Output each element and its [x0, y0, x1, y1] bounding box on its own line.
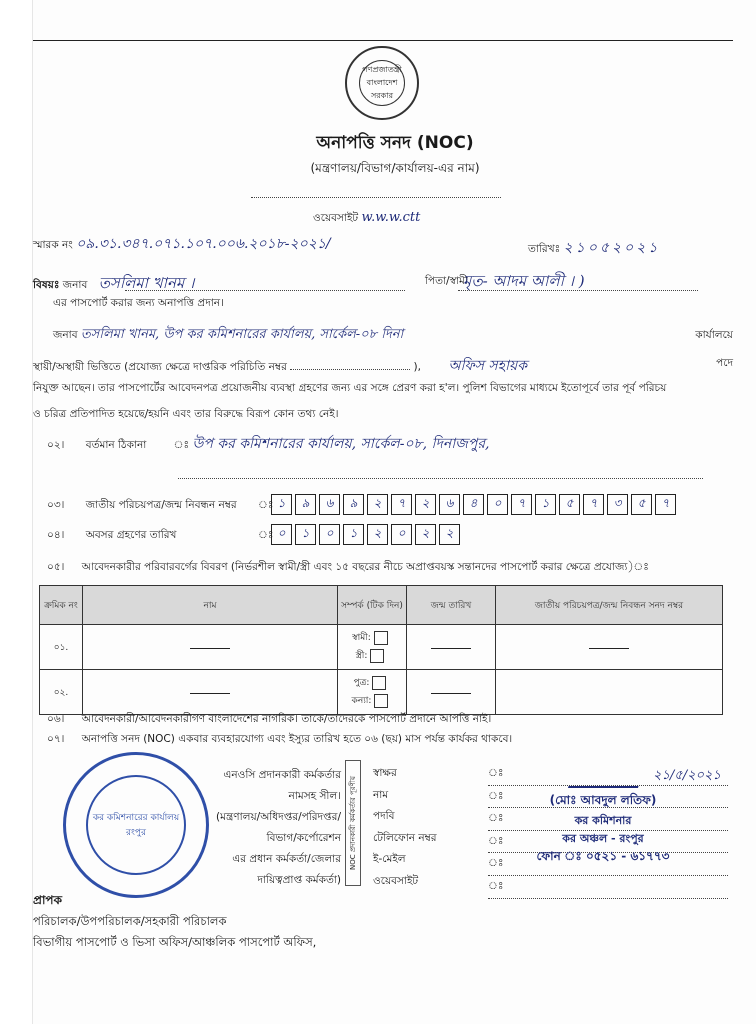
- table-row: [40, 670, 723, 715]
- nid-digit-box: ৬: [439, 494, 460, 515]
- colon-2: ঃ: [488, 789, 504, 802]
- relation-wife-label: স্ত্রী:: [355, 651, 368, 661]
- header-relation: সম্পর্ক (টিক দিন): [338, 586, 407, 625]
- nid-digit-box: ৯: [295, 494, 316, 515]
- date-label: তারিখঃ: [528, 243, 561, 255]
- nid-digit-boxes: [271, 494, 679, 515]
- nid-digit-box: ২: [367, 494, 388, 515]
- website-label: ওয়েবসাইট: [313, 212, 359, 224]
- stamp-zone: কর অঞ্চল - রংপুর: [562, 832, 644, 845]
- subject-line-2: এর পাসপোর্ট করার জন্য অনাপত্তি প্রদান।: [53, 297, 224, 309]
- stamp-title: কর কমিশনার: [574, 814, 632, 827]
- header-name: নাম: [83, 586, 338, 625]
- reference-value: ০৯.৩১.৩৪৭.০৭১.১০৭.০০৬.২০১৮-২০২১/: [76, 236, 331, 252]
- signatory-line-5: এর প্রধান কর্মকর্তা/জেলার: [232, 853, 341, 865]
- relation-husband-checkbox[interactable]: [374, 631, 388, 645]
- subject-name: তসলিমা খানম ।: [98, 274, 195, 292]
- subject-janab: জনাব: [62, 279, 88, 291]
- body-name-office: তসলিমা খানম, উপ কর কমিশনারের কার্যালয়, সার্কেল-০৮ দিনা: [80, 327, 404, 342]
- document-title: অনাপত্তি সনদ (NOC): [316, 133, 474, 153]
- retirement-digit-box: ০: [319, 524, 340, 545]
- note-06: [47, 712, 491, 729]
- item-03-number: ০৩।: [47, 499, 65, 511]
- row-nid: [496, 670, 723, 715]
- field-name-label: নাম: [373, 788, 389, 801]
- signatory-fields: [373, 763, 437, 893]
- item-02-address: [47, 432, 727, 456]
- nid-digit-box: ০: [487, 494, 508, 515]
- subject-row: [33, 272, 733, 297]
- retirement-digit-box: ০: [271, 524, 292, 545]
- government-emblem: [345, 46, 419, 120]
- header-nid: জাতীয় পরিচয়পত্র/জন্ম নিবন্ধন সনদ নম্বর: [496, 586, 723, 625]
- colon-4: ঃ: [488, 834, 504, 847]
- retirement-digit-box: ২: [439, 524, 460, 545]
- signatory-description: [201, 765, 341, 891]
- signature-scribble-icon: [568, 760, 648, 788]
- body-line-2: [33, 354, 733, 378]
- item-04-label: অবসর গ্রহণের তারিখ: [85, 529, 177, 541]
- retirement-digit-box: ১: [343, 524, 364, 545]
- note-06-number: ০৬।: [47, 713, 65, 725]
- body-line2-prefix: স্থায়ী/অস্থায়ী ভিত্তিতে (প্রযোজ্য ক্ষেত্রে দাপ্তরিক পরিচিতি নম্বর: [33, 361, 287, 373]
- signatory-line-4: বিভাগ/কর্পোরেশন: [266, 832, 341, 844]
- item-05-row: [47, 560, 737, 577]
- retirement-digit-box: ২: [415, 524, 436, 545]
- nid-digit-box: ৫: [631, 494, 652, 515]
- emblem-map-icon: গণপ্রজাতন্ত্রী বাংলাদেশ সরকার: [359, 60, 405, 106]
- note-06-text: আবেদনকারী/আবেদনকারীগণ বাংলাদেশের নাগরিক। তাকে/তাদেরকে পাসপোর্ট প্রদানে আপত্তি নাই।: [81, 713, 492, 725]
- item-02-number: ০২।: [47, 439, 65, 451]
- item-04-label-row: [47, 528, 176, 545]
- row-serial: ০১.: [40, 625, 83, 670]
- item-04-number: ০৪।: [47, 529, 65, 541]
- relation-son-checkbox[interactable]: [372, 676, 386, 690]
- signature-date: ২১/৫/২০২১: [653, 768, 721, 783]
- item-02-value: উপ কর কমিশনারের কার্যালয়, সার্কেল-০৮, দিনাজপুর,: [192, 436, 490, 452]
- field-signature-label: স্বাক্ষর: [373, 767, 397, 779]
- reference-row: [33, 232, 331, 256]
- header-serial: ক্রমিক নং: [40, 586, 83, 625]
- top-border-line: [33, 40, 733, 41]
- signatory-line-1: এনওসি প্রদানকারী কর্মকর্তার: [223, 769, 341, 781]
- father-label: পিতা/স্বামী: [425, 275, 468, 287]
- nid-digit-box: ৭: [583, 494, 604, 515]
- body-office-suffix: কার্যালয়ে: [695, 329, 733, 341]
- note-07: [47, 732, 512, 749]
- vertical-note-text: NOC প্রদানকারী কর্মকর্তার পূরণীয়: [349, 776, 357, 870]
- body-line2-mid: ),: [413, 361, 421, 373]
- nid-digit-box: ৭: [655, 494, 676, 515]
- header-dob: জন্ম তারিখ: [407, 586, 496, 625]
- stamp-phone: ফোন ঃ ০৫২১ - ৬১৭৭৩: [536, 849, 670, 863]
- relation-son-label: পুত্র:: [353, 678, 370, 688]
- row-relation: [338, 670, 407, 715]
- subject-label: বিষয়ঃ: [33, 279, 60, 291]
- row-dob: [407, 670, 496, 715]
- field-email-label: ই-মেইল: [373, 853, 406, 866]
- field-phone-label: টেলিফোন নম্বর: [373, 831, 437, 844]
- family-table: [39, 585, 723, 715]
- relation-wife-checkbox[interactable]: [370, 649, 384, 663]
- retirement-digit-box: ১: [295, 524, 316, 545]
- table-row: [40, 625, 723, 670]
- nid-digit-box: ৫: [559, 494, 580, 515]
- family-table-header: [40, 586, 723, 625]
- recipient-label: প্রাপক: [33, 893, 62, 907]
- item-02-colon: ঃ: [173, 439, 190, 451]
- item-05-number: ০৫।: [47, 561, 65, 573]
- nid-digit-box: ৪: [463, 494, 484, 515]
- office-seal: [63, 752, 209, 898]
- note-07-text: অনাপত্তি সনদ (NOC) একবার ব্যবহারযোগ্য এবং ইস্যুর তারিখ হতে ০৬ (ছয়) মাস পর্যন্ত কার্যকর থাকবে।: [81, 733, 513, 745]
- row-nid: [496, 625, 723, 670]
- retirement-digit-box: ২: [367, 524, 388, 545]
- nid-digit-box: ৩: [607, 494, 628, 515]
- item-03-label: জাতীয় পরিচয়পত্র/জন্ম নিবন্ধন নম্বর: [85, 499, 237, 511]
- item-03-colon: ঃ: [258, 499, 274, 511]
- vertical-note-box: [345, 760, 361, 886]
- body-line2-suffix: পদে: [716, 357, 733, 369]
- nid-digit-box: ১: [535, 494, 556, 515]
- designation-value: অফিস সহায়ক: [448, 358, 528, 374]
- body-janab: জনাব: [53, 329, 78, 341]
- nid-digit-box: ১: [271, 494, 292, 515]
- item-02-label: বর্তমান ঠিকানা: [85, 439, 147, 451]
- signatory-line-6: দায়িত্বপ্রাপ্ত কর্মকর্তা): [257, 874, 341, 886]
- website-value: w.w.w.ctt: [361, 210, 421, 225]
- row-name: [83, 625, 338, 670]
- nid-digit-box: ৭: [391, 494, 412, 515]
- item-05-label: আবেদনকারীর পরিবারবর্গের বিবরণ (নির্ভরশীল স্বামী/স্ত্রী এবং ১৫ বছরের নীচে অপ্রাপ্তবয়স্ক সন্তানদের পাসপোর্ট করার ক্ষেত্রে প্রযোজ্য)ঃ: [81, 561, 649, 573]
- nid-digit-box: ৭: [511, 494, 532, 515]
- reference-label: স্মারক নং: [33, 239, 73, 251]
- body-line-3: নিযুক্ত আছেন। তার পাসপোর্টের আবেদনপত্র প্রয়োজনীয় ব্যবস্থা গ্রহণের জন্য এর সঙ্গে প্রেরণ করা হ'ল। পুলিশ বিভাগের মাধ্যমে ইতোপূর্বে তার পূর্ব পরিচয়: [33, 382, 667, 394]
- colon-6: ঃ: [488, 879, 504, 892]
- date-value: ২১০৫২০২১: [563, 240, 661, 256]
- relation-daughter-label: কন্যা:: [351, 696, 372, 706]
- item-03-label-row: [47, 498, 237, 515]
- signatory-line-2: নামসহ সীল।: [288, 790, 341, 802]
- website-row: [313, 210, 420, 228]
- colon-1: ঃ: [488, 767, 504, 779]
- stamp-name: (মোঃ আবদুল লতিফ): [549, 793, 657, 807]
- father-value: মৃত- আদম আলী । ): [463, 272, 585, 290]
- body-line-4: ও চরিত্র প্রতিপাদিত হয়েছে/হয়নি এবং তার বিরুদ্ধে বিরূপ কোন তথ্য নেই।: [33, 408, 339, 420]
- address-line-2: [178, 478, 703, 479]
- body-line-1: [53, 325, 733, 346]
- recipient-line-2: বিভাগীয় পাসপোর্ট ও ভিসা অফিস/আঞ্চলিক পাসপোর্ট অফিস,: [33, 935, 317, 949]
- father-line: [458, 290, 698, 291]
- noc-document: [32, 0, 756, 1024]
- seal-emblem-icon: কর কমিশনারের কার্যালয় রংপুর: [86, 775, 186, 875]
- nid-digit-box: ২: [415, 494, 436, 515]
- document-subtitle: (মন্ত্রণালয়/বিভাগ/কার্যালয়-এর নাম): [310, 161, 480, 175]
- date-row: [528, 236, 660, 260]
- signatory-line-3: (মন্ত্রণালয়/অধিদপ্তর/পরিদপ্তর/: [216, 811, 341, 823]
- relation-daughter-checkbox[interactable]: [374, 694, 388, 708]
- row-name: [83, 670, 338, 715]
- relation-husband-label: স্বামী:: [352, 633, 371, 643]
- row-relation: [338, 625, 407, 670]
- recipient-line-1: পরিচালক/উপপরিচালক/সহকারী পরিচালক: [33, 914, 227, 928]
- note-07-number: ০৭।: [47, 733, 65, 745]
- ministry-name-line: [251, 197, 501, 198]
- field-designation-label: পদবি: [373, 810, 395, 823]
- retirement-digit-box: ০: [391, 524, 412, 545]
- retirement-date-boxes: [271, 524, 463, 545]
- nid-digit-box: ৯: [343, 494, 364, 515]
- item-04-colon: ঃ: [258, 529, 274, 541]
- row-dob: [407, 625, 496, 670]
- colon-5: ঃ: [488, 857, 504, 870]
- row-serial: ০২.: [40, 670, 83, 715]
- nid-digit-box: ৬: [319, 494, 340, 515]
- field-website-label: ওয়েবসাইট: [373, 874, 419, 887]
- colon-3: ঃ: [488, 812, 504, 825]
- subject-name-line: [125, 290, 405, 291]
